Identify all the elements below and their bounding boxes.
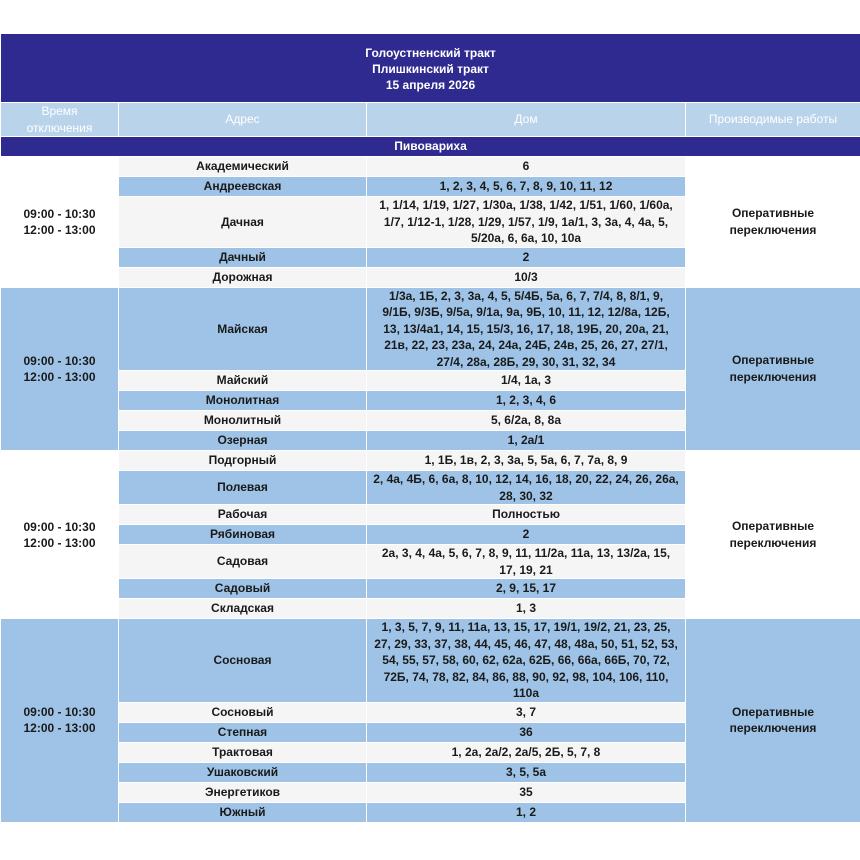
house-numbers: 2, 4а, 4Б, 6, 6а, 8, 10, 12, 14, 16, 18, 20, 22, 24, 26, 26а, 28, 30, 32 bbox=[367, 471, 686, 505]
house-numbers: 1, 1Б, 1в, 2, 3, 3а, 5, 5а, 6, 7, 7а, 8, 9 bbox=[367, 451, 686, 471]
table-row bbox=[1, 157, 860, 177]
house-numbers: 3, 5, 5а bbox=[367, 762, 686, 782]
street-name: Трактовая bbox=[119, 742, 367, 762]
house-numbers: 1, 2, 3, 4, 6 bbox=[367, 391, 686, 411]
house-numbers: 2 bbox=[367, 247, 686, 267]
district-name: Пивовариха bbox=[1, 137, 860, 157]
house-numbers: 1, 2, 3, 4, 5, 6, 7, 8, 9, 10, 11, 12 bbox=[367, 177, 686, 197]
street-name: Сосновый bbox=[119, 702, 367, 722]
house-numbers: 35 bbox=[367, 782, 686, 802]
street-name: Подгорный bbox=[119, 451, 367, 471]
header-time: Время отключения bbox=[1, 103, 119, 137]
works-line-2: переключения bbox=[729, 369, 817, 384]
works-line-1: Оперативные bbox=[731, 206, 815, 221]
header-row bbox=[1, 103, 860, 137]
street-name: Андреевская bbox=[119, 177, 367, 197]
table-title bbox=[1, 34, 860, 103]
outage-time-range-2: 12:00 - 13:00 bbox=[23, 222, 96, 237]
works-description bbox=[686, 619, 860, 823]
outage-time-range-1: 09:00 - 10:30 bbox=[23, 705, 96, 720]
street-name: Майский bbox=[119, 371, 367, 391]
works-line-1: Оперативные bbox=[731, 353, 815, 368]
street-name: Южный bbox=[119, 802, 367, 822]
street-name: Монолитный bbox=[119, 411, 367, 431]
outage-time-range-2: 12:00 - 13:00 bbox=[23, 721, 96, 736]
outage-time-range-2: 12:00 - 13:00 bbox=[23, 535, 96, 550]
outage-time-range-2: 12:00 - 13:00 bbox=[23, 369, 96, 384]
outage-time-range-1: 09:00 - 10:30 bbox=[23, 353, 96, 368]
outage-time bbox=[1, 451, 119, 619]
street-name: Дорожная bbox=[119, 267, 367, 287]
street-name: Дачный bbox=[119, 247, 367, 267]
house-numbers: 1, 2а, 2а/2, 2а/5, 2Б, 5, 7, 8 bbox=[367, 742, 686, 762]
table-row bbox=[1, 451, 860, 471]
works-line-2: переключения bbox=[729, 222, 817, 237]
outage-time-range-1: 09:00 - 10:30 bbox=[23, 519, 96, 534]
outage-schedule bbox=[0, 33, 860, 823]
table-row bbox=[1, 619, 860, 703]
house-numbers: 2а, 3, 4, 4а, 5, 6, 7, 8, 9, 11, 11/2а, 11а, 13, 13/2а, 15, 17, 19, 21 bbox=[367, 545, 686, 579]
street-name: Рабочая bbox=[119, 505, 367, 525]
house-numbers: 1, 2 bbox=[367, 802, 686, 822]
house-numbers: Полностью bbox=[367, 505, 686, 525]
house-numbers: 5, 6/2а, 8, 8а bbox=[367, 411, 686, 431]
street-name: Садовая bbox=[119, 545, 367, 579]
outage-time bbox=[1, 287, 119, 451]
street-name: Садовый bbox=[119, 579, 367, 599]
works-line-2: переключения bbox=[729, 535, 817, 550]
header-house: Дом bbox=[367, 103, 686, 137]
house-numbers: 2, 9, 15, 17 bbox=[367, 579, 686, 599]
street-name: Степная bbox=[119, 722, 367, 742]
house-numbers: 1, 2а/1 bbox=[367, 431, 686, 451]
street-name: Академический bbox=[119, 157, 367, 177]
house-numbers: 1, 3, 5, 7, 9, 11, 11а, 13, 15, 17, 19/1, 19/2, 21, 23, 25, 27, 29, 33, 37, 38, 44, 45, 46, 47, 48, 48а, 50, 51, 52, 53, 54, 55, 57, 58, 60, 62, 62а, 62Б, 66, 66а, 66Б, 70, 72, 72Б, 74, 78, 82, 84, 86, 88, 90, 92, 98, 104, 106, 110, 110а bbox=[367, 619, 686, 703]
outage-time bbox=[1, 157, 119, 288]
works-line-1: Оперативные bbox=[731, 704, 815, 719]
street-name: Ушаковский bbox=[119, 762, 367, 782]
house-numbers: 3, 7 bbox=[367, 702, 686, 722]
house-numbers: 2 bbox=[367, 525, 686, 545]
works-description bbox=[686, 157, 860, 288]
street-name: Энергетиков bbox=[119, 782, 367, 802]
title-line-1: Голоустненский тракт bbox=[365, 46, 496, 60]
header-address: Адрес bbox=[119, 103, 367, 137]
works-description bbox=[686, 287, 860, 451]
works-description bbox=[686, 451, 860, 619]
header-works: Производимые работы bbox=[686, 103, 860, 137]
outage-table bbox=[0, 33, 860, 823]
outage-time-range-1: 09:00 - 10:30 bbox=[23, 206, 96, 221]
title-date: 15 апреля 2026 bbox=[385, 78, 476, 92]
street-name: Майская bbox=[119, 287, 367, 371]
district-row bbox=[1, 137, 860, 157]
house-numbers: 1/3а, 1Б, 2, 3, 3а, 4, 5, 5/4Б, 5а, 6, 7, 7/4, 8, 8/1, 9, 9/1Б, 9/3Б, 9/5а, 9/1а, 9а, 9Б, 10, 11, 12, 12/8а, 12Б, 13, 13/4а1, 14, 15, 15/3, 16, 17, 18, 19Б, 20, 20а, 21, 21в, 22, 23, 23а, 24, 24а, 24Б, 24в, 25, 26, 27, 27/1, 27/4, 28а, 28Б, 29, 30, 31, 32, 34 bbox=[367, 287, 686, 371]
table-title-row bbox=[1, 34, 860, 103]
works-line-2: переключения bbox=[729, 721, 817, 736]
house-numbers: 10/3 bbox=[367, 267, 686, 287]
works-line-1: Оперативные bbox=[731, 519, 815, 533]
house-numbers: 6 bbox=[367, 157, 686, 177]
house-numbers: 1, 3 bbox=[367, 599, 686, 619]
title-line-2: Плишкинский тракт bbox=[372, 62, 489, 76]
street-name: Рябиновая bbox=[119, 525, 367, 545]
house-numbers: 1, 1/14, 1/19, 1/27, 1/30а, 1/38, 1/42, 1/51, 1/60, 1/60а, 1/7, 1/12-1, 1/28, 1/29, 1/57, 1/9, 1а/1, 3, 3а, 4, 4а, 5, 5/20а, 6, 6а, 10, 10а bbox=[367, 197, 686, 248]
street-name: Полевая bbox=[119, 471, 367, 505]
table-row bbox=[1, 287, 860, 371]
street-name: Складская bbox=[119, 599, 367, 619]
house-numbers: 1/4, 1а, 3 bbox=[367, 371, 686, 391]
street-name: Дачная bbox=[119, 197, 367, 248]
house-numbers: 36 bbox=[367, 722, 686, 742]
street-name: Монолитная bbox=[119, 391, 367, 411]
outage-time bbox=[1, 619, 119, 823]
street-name: Озерная bbox=[119, 431, 367, 451]
street-name: Сосновая bbox=[119, 619, 367, 703]
